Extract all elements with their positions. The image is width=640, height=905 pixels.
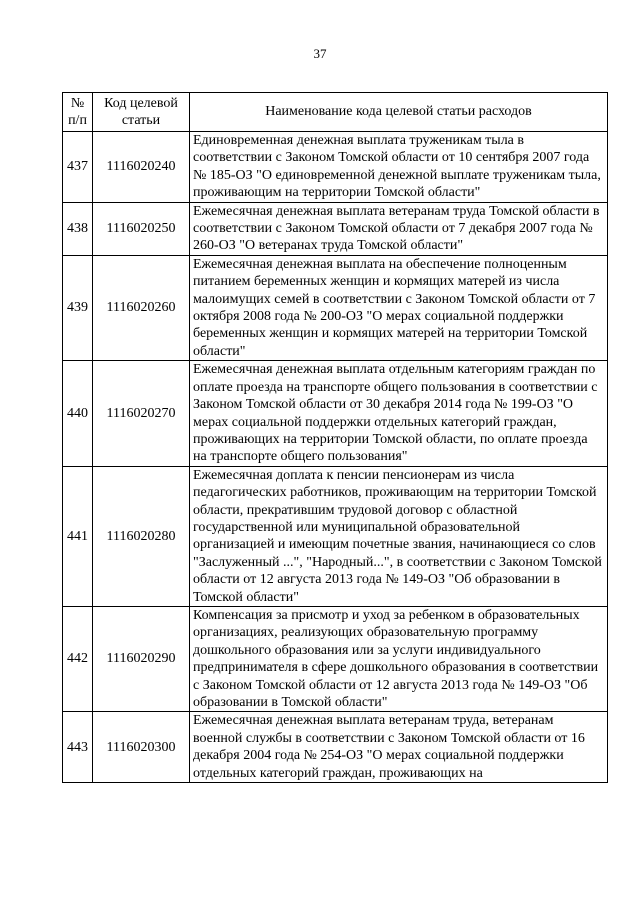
table-header-row <box>63 93 608 132</box>
code-name: Ежемесячная денежная выплата ветеранам труда, ветеранам военной службы в соответствии с Законом Томской области от 16 декабря 2004 года № 254-ОЗ "О мерах социальной поддержки отдельных категорий граждан, проживающих на <box>190 712 608 783</box>
row-number: 438 <box>63 202 93 255</box>
row-number: 442 <box>63 606 93 711</box>
code-name: Компенсация за присмотр и уход за ребенком в образовательных организациях, реализующих образовательную программу дошкольного образования или за услуги индивидуального предпринимателя в сфере дошкольного образования в соответствии с Законом Томской области от 12 августа 2013 года № 149-ОЗ "Об образовании в Томской области" <box>190 606 608 711</box>
target-code: 1116020270 <box>93 361 190 466</box>
table-row <box>63 132 608 203</box>
row-number: 443 <box>63 712 93 783</box>
target-code: 1116020290 <box>93 606 190 711</box>
target-code: 1116020250 <box>93 202 190 255</box>
header-target-code: Код целевой статьи <box>93 93 190 132</box>
table-row <box>63 202 608 255</box>
table-row <box>63 712 608 783</box>
target-code: 1116020300 <box>93 712 190 783</box>
row-number: 439 <box>63 255 93 360</box>
table-row <box>63 361 608 466</box>
table-row <box>63 255 608 360</box>
row-number: 441 <box>63 466 93 606</box>
table-row <box>63 466 608 606</box>
row-number: 437 <box>63 132 93 203</box>
target-code: 1116020280 <box>93 466 190 606</box>
code-name: Ежемесячная доплата к пенсии пенсионерам из числа педагогических работников, проживающим на территории Томской области, прекратившим трудовой договор с областной государственной или муниципальной образовательной организацией и имеющим почетные звания, начинающиеся со слов "Заслуженный ...", "Народный...", в соответствии с Законом Томской области от 12 августа 2013 года № 149-ОЗ "Об образовании в Томской области" <box>190 466 608 606</box>
page-number: 37 <box>313 46 327 61</box>
code-name: Ежемесячная денежная выплата отдельным категориям граждан по оплате проезда на транспорте общего пользования в соответствии с Законом Томской области от 30 декабря 2014 года № 199-ОЗ "О мерах социальной поддержки отдельных категорий граждан, проживающих на территории Томской области, по оплате проезда на транспорте общего пользования" <box>190 361 608 466</box>
target-code: 1116020240 <box>93 132 190 203</box>
header-code-name: Наименование кода целевой статьи расходов <box>190 93 608 132</box>
target-articles-table <box>62 92 608 783</box>
code-name: Единовременная денежная выплата труженикам тыла в соответствии с Законом Томской области от 10 сентября 2007 года № 185-ОЗ "О единовременной денежной выплате труженикам тыла, проживающим на территории Томской области" <box>190 132 608 203</box>
target-code: 1116020260 <box>93 255 190 360</box>
table-row <box>63 606 608 711</box>
code-name: Ежемесячная денежная выплата на обеспечение полноценным питанием беременных женщин и кормящих матерей из числа малоимущих семей в соответствии с Законом Томской области от 7 октября 2008 года № 200-ОЗ "О мерах социальной поддержки беременных женщин и кормящих матерей на территории Томской области" <box>190 255 608 360</box>
code-name: Ежемесячная денежная выплата ветеранам труда Томской области в соответствии с Законом Томской области от 7 декабря 2007 года № 260-ОЗ "О ветеранах труда Томской области" <box>190 202 608 255</box>
row-number: 440 <box>63 361 93 466</box>
header-row-number: № п/п <box>63 93 93 132</box>
